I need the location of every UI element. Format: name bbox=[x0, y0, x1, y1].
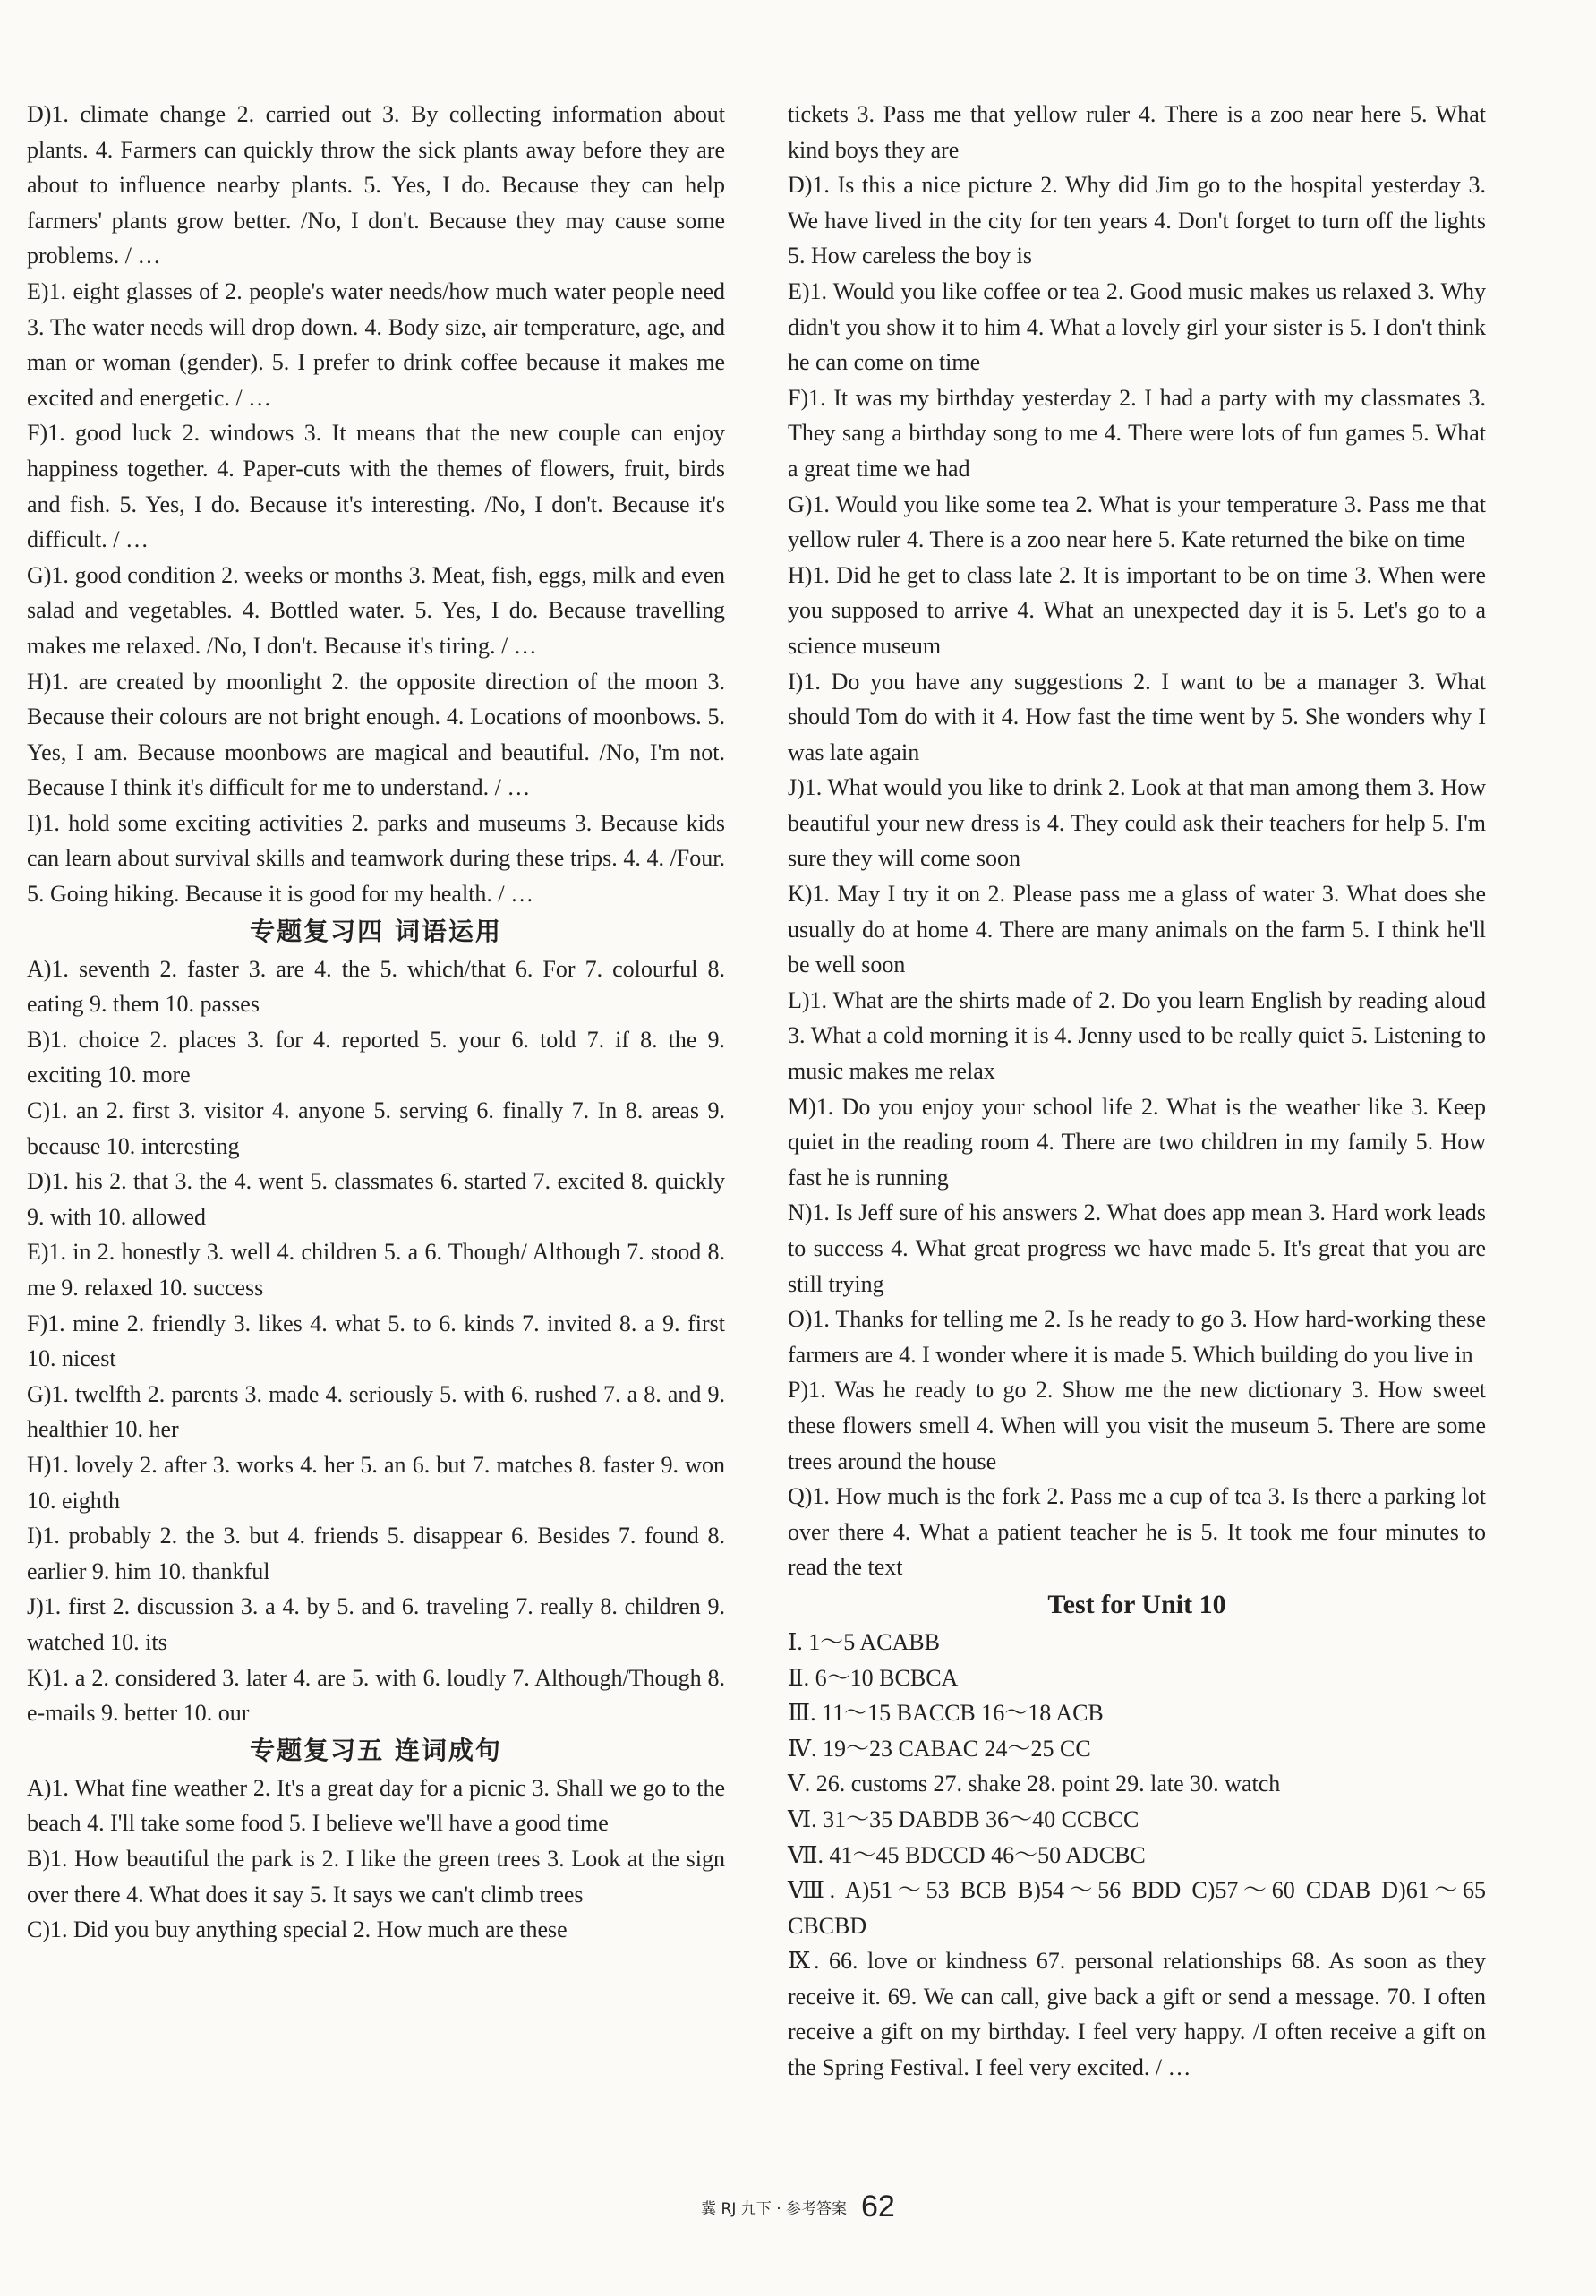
answer-entry: A)1. What fine weather 2. It's a great day for a picnic 3. Shall we go to the beach 4. I'll take some food 5. I believe we'll have a good time bbox=[27, 1774, 725, 1837]
left-column bbox=[27, 97, 725, 1948]
answer-entry: Ⅲ. 11～15 BACCB 16～18 ACB bbox=[788, 1700, 1104, 1727]
page-footer bbox=[0, 2189, 1596, 2224]
section-heading: 专题复习四 词语运用 bbox=[250, 916, 502, 946]
answer-entry: H)1. lovely 2. after 3. works 4. her 5. an 6. but 7. matches 8. faster 9. won 10. eighth bbox=[27, 1451, 725, 1514]
answer-entry: O)1. Thanks for telling me 2. Is he ready to go 3. How hard-working these farmers are 4. I wonder where it is made 5. Which building do you live in bbox=[788, 1306, 1486, 1368]
answer-entry: H)1. are created by moonlight 2. the opposite direction of the moon 3. Because their colours are not bright enough. 4. Locations of moonbows. 5. Yes, I am. Because moonbows are magical and beautiful. /No, I'm not. Because I think it's difficult for me to understand. / … bbox=[27, 668, 725, 801]
answer-entry: H)1. Did he get to class late 2. It is important to be on time 3. When were you supposed to arrive 4. What an unexpected day it is 5. Let's go to a science museum bbox=[788, 561, 1486, 659]
answer-entry: Ⅷ. A)51～53 BCB B)54～56 BDD C)57～60 CDAB D)61～65 CBCBD bbox=[788, 1877, 1486, 1939]
answer-entry: L)1. What are the shirts made of 2. Do you learn English by reading aloud 3. What a cold morning it is 4. Jenny used to be really quiet 5. Listening to music makes me relax bbox=[788, 986, 1486, 1085]
answer-entry: G)1. Would you like some tea 2. What is your temperature 3. Pass me that yellow ruler 4. There is a zoo near here 5. Kate returned the bike on time bbox=[788, 491, 1486, 553]
section-heading: Test for Unit 10 bbox=[1047, 1589, 1226, 1619]
footer-label: 冀 RJ 九下 · 参考答案 bbox=[701, 2200, 848, 2218]
answer-entry: F)1. good luck 2. windows 3. It means that the new couple can enjoy happiness together. 4. Paper-cuts with the themes of flowers, fruit, birds and fish. 5. Yes, I do. Because it's interesting. /No, I don't. Because it's difficult. / … bbox=[27, 420, 725, 553]
answer-entry: tickets 3. Pass me that yellow ruler 4. There is a zoo near here 5. What kind boys they are bbox=[788, 101, 1486, 163]
answer-entry: B)1. How beautiful the park is 2. I like the green trees 3. Look at the sign over there 4. What does it say 5. It says we can't climb trees bbox=[27, 1845, 725, 1908]
answer-entry: E)1. in 2. honestly 3. well 4. children 5. a 6. Though/ Although 7. stood 8. me 9. relaxed 10. success bbox=[27, 1239, 725, 1301]
answer-entry: Ⅰ. 1～5 ACABB bbox=[788, 1628, 940, 1655]
answer-entry: K)1. a 2. considered 3. later 4. are 5. with 6. loudly 7. Although/Though 8. e-mails 9. better 10. our bbox=[27, 1664, 725, 1727]
answer-entry: B)1. choice 2. places 3. for 4. reported 5. your 6. told 7. if 8. the 9. exciting 10. more bbox=[27, 1026, 725, 1088]
answer-entry: N)1. Is Jeff sure of his answers 2. What does app mean 3. Hard work leads to success 4. What great progress we have made 5. It's great that you are still trying bbox=[788, 1199, 1486, 1297]
answer-entry: G)1. twelfth 2. parents 3. made 4. seriously 5. with 6. rushed 7. a 8. and 9. healthier 10. her bbox=[27, 1380, 725, 1443]
answer-entry: Q)1. How much is the fork 2. Pass me a cup of tea 3. Is there a parking lot over there 4. What a patient teacher he is 5. It took me four minutes to read the text bbox=[788, 1483, 1486, 1581]
answer-entry: J)1. first 2. discussion 3. a 4. by 5. and 6. traveling 7. really 8. children 9. watched 10. its bbox=[27, 1593, 725, 1655]
answer-entry: A)1. seventh 2. faster 3. are 4. the 5. which/that 6. For 7. colourful 8. eating 9. them 10. passes bbox=[27, 955, 725, 1018]
answer-entry: F)1. mine 2. friendly 3. likes 4. what 5. to 6. kinds 7. invited 8. a 9. first 10. nicest bbox=[27, 1310, 725, 1372]
answer-entry: C)1. Did you buy anything special 2. How much are these bbox=[27, 1916, 568, 1943]
answer-entry: E)1. eight glasses of 2. people's water needs/how much water people need 3. The water needs will drop down. 4. Body size, air temperature, age, and man or woman (gender). 5. I prefer to drink coffee because it makes me excited and energetic. / … bbox=[27, 277, 725, 411]
answer-entry: G)1. good condition 2. weeks or months 3. Meat, fish, eggs, milk and even salad and vegetables. 4. Bottled water. 5. Yes, I do. Because travelling makes me relaxed. /No, I don't. Because it's tiring. / … bbox=[27, 561, 725, 659]
answer-entry: D)1. Is this a nice picture 2. Why did Jim go to the hospital yesterday 3. We have lived in the city for ten years 4. Don't forget to turn off the lights 5. How careless the boy is bbox=[788, 172, 1486, 269]
answer-entry: E)1. Would you like coffee or tea 2. Good music makes us relaxed 3. Why didn't you show it to him 4. What a lovely girl your sister is 5. I don't think he can come on time bbox=[788, 277, 1486, 376]
answer-entry: Ⅶ. 41～45 BDCCD 46～50 ADCBC bbox=[788, 1841, 1146, 1868]
answer-entry: Ⅳ. 19～23 CABAC 24～25 CC bbox=[788, 1735, 1091, 1762]
answer-entry: P)1. Was he ready to go 2. Show me the new dictionary 3. How sweet these flowers smell 4. When will you visit the museum 5. There are some trees around the house bbox=[788, 1377, 1486, 1474]
right-column bbox=[788, 97, 1486, 2086]
answer-entry: D)1. climate change 2. carried out 3. By collecting information about plants. 4. Farmers can quickly throw the sick plants away before they are about to influence nearby plants. 5. Yes, I do. Because they can help farmers' plants grow better. /No, I don't. Because they may cause some problems. / … bbox=[27, 101, 725, 269]
answer-entry: Ⅸ. 66. love or kindness 67. personal relationships 68. As soon as they receive it. 69. We can call, give back a gift or send a message. 70. I often receive a gift on my birthday. I feel very happy. /I often receive a gift on the Spring Festival. I feel very excited. / … bbox=[788, 1948, 1486, 2081]
answer-entry: C)1. an 2. first 3. visitor 4. anyone 5. serving 6. finally 7. In 8. areas 9. because 10. interesting bbox=[27, 1097, 725, 1159]
answer-entry: J)1. What would you like to drink 2. Look at that man among them 3. How beautiful your new dress is 4. They could ask their teachers for help 5. I'm sure they will come soon bbox=[788, 774, 1486, 872]
page-number: 62 bbox=[861, 2189, 895, 2223]
answer-entry: D)1. his 2. that 3. the 4. went 5. classmates 6. started 7. excited 8. quickly 9. with 10. allowed bbox=[27, 1168, 725, 1230]
answer-entry: Ⅵ. 31～35 DABDB 36～40 CCBCC bbox=[788, 1805, 1139, 1832]
answer-entry: Ⅴ. 26. customs 27. shake 28. point 29. late 30. watch bbox=[788, 1771, 1281, 1797]
section-heading: 专题复习五 连词成句 bbox=[250, 1735, 502, 1765]
answer-entry: I)1. Do you have any suggestions 2. I want to be a manager 3. What should Tom do with it 4. How fast the time went by 5. She wonders why I was late again bbox=[788, 668, 1486, 765]
answer-entry: I)1. probably 2. the 3. but 4. friends 5. disappear 6. Besides 7. found 8. earlier 9. him 10. thankful bbox=[27, 1523, 725, 1584]
answer-entry: I)1. hold some exciting activities 2. parks and museums 3. Because kids can learn about survival skills and teamwork during these trips. 4. 4. /Four. 5. Going hiking. Because it is good for my health. / … bbox=[27, 809, 725, 908]
answer-entry: Ⅱ. 6～10 BCBCA bbox=[788, 1664, 959, 1691]
answer-entry: M)1. Do you enjoy your school life 2. What is the weather like 3. Keep quiet in the reading room 4. There are two children in my family 5. How fast he is running bbox=[788, 1093, 1486, 1191]
answer-entry: K)1. May I try it on 2. Please pass me a glass of water 3. What does she usually do at home 4. There are many animals on the farm 5. I think he'll be well soon bbox=[788, 881, 1486, 978]
answer-entry: F)1. It was my birthday yesterday 2. I had a party with my classmates 3. They sang a birthday song to me 4. There were lots of fun games 5. What a great time we had bbox=[788, 384, 1486, 482]
